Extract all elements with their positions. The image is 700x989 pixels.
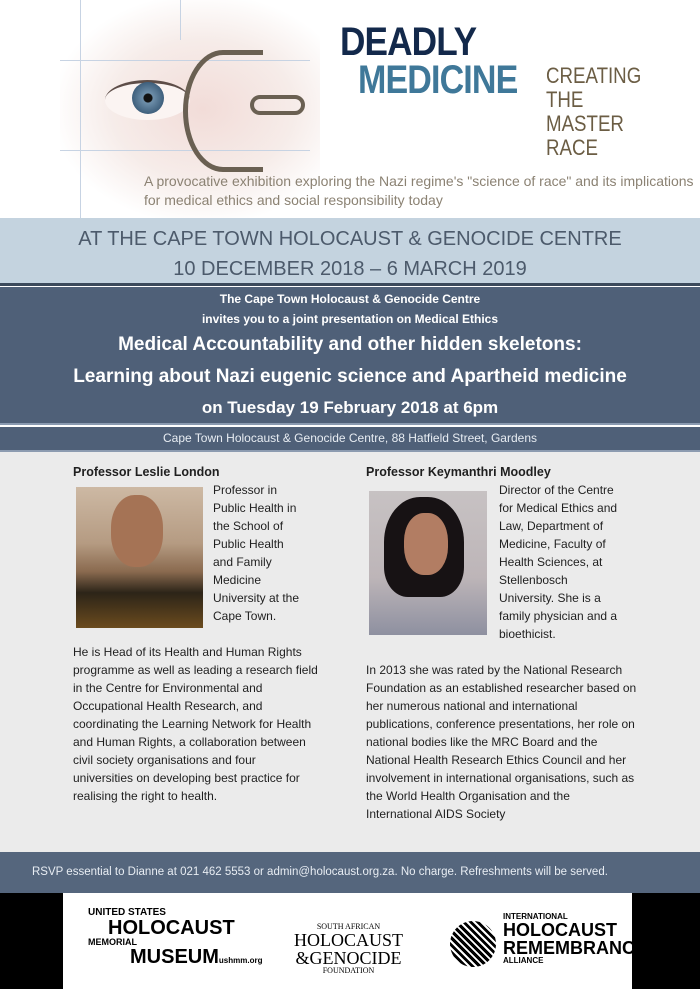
logo-text: SOUTH AFRICAN [316,922,381,931]
logo-text: FOUNDATION [322,966,375,975]
subtitle-line: MASTER [546,111,624,136]
bio-line: University at the [213,591,300,605]
speaker-2-bio-short [499,481,639,643]
caliper-hinge [250,95,305,115]
bio-line: the School of [213,519,284,533]
presentation-title-2: Learning about Nazi eugenic science and Apartheid medicine [73,366,627,387]
ihra-globe-icon [450,921,496,967]
invite-line: invites you to a joint presentation on Medical Ethics [201,312,499,326]
speaker-2-bio-long: In 2013 she was rated by the National Research Foundation as an established researcher based on her numerous national and international publications, conference presentations, her role on national bodies like the MRC Board and the National Health Research Ethics Council and her involvement in international organisations, such as the World Health Organisation and the International AIDS Society [366,663,637,821]
speaker-1-photo [76,487,203,628]
host-line: The Cape Town Holocaust & Genocide Centre [219,292,481,306]
logo-text: MEMORIAL [88,937,137,947]
logo-text: HOLOCAUST [108,917,235,939]
bio-line: Medicine, Faculty of [499,537,606,551]
bio-line: family physician and a [499,609,618,623]
venue-line: AT THE CAPE TOWN HOLOCAUST & GENOCIDE CENTRE [78,228,622,250]
title-subtitle [546,64,641,160]
subtitle-line: THE [546,87,584,112]
logos-panel [63,893,647,989]
presentation-date: on Tuesday 19 February 2018 at 6pm [201,398,499,417]
invitation-band [0,287,700,425]
title-deadly: DEADLY [340,20,477,64]
title-medicine: MEDICINE [358,58,518,102]
presentation-title-1: Medical Accountability and other hidden skeletons: [118,334,582,355]
rsvp-line: RSVP essential to Dianne at 021 462 5553 or admin@holocaust.org.za. No charge. Refreshments will be served. [0,852,700,893]
ihra-logo [503,913,647,965]
logo-text: INTERNATIONAL [503,912,568,921]
exhibition-dates: 10 DECEMBER 2018 – 6 MARCH 2019 [173,258,527,280]
bio-line: Director of the Centre [499,483,614,497]
bio-line: Cape Town. [213,609,277,623]
logo-text: &GENOCIDE [295,948,402,968]
bio-line: bioethicist. [499,627,556,641]
bio-line: Stellenbosch [499,573,568,587]
speaker-1-bio-short [213,481,313,625]
address-line: Cape Town Holocaust & Genocide Centre, 88 Hatfield Street, Gardens [0,427,700,452]
subtitle-line: RACE [546,135,598,160]
logo-text: REMEMBRANCE [503,938,647,958]
bio-line: for Medical Ethics and [499,501,618,515]
bio-line: Law, Department of [499,519,604,533]
bio-line: University. She is a [499,591,601,605]
bio-line: Public Health in [213,501,297,515]
bio-line: and Family [213,555,272,569]
speaker-2-photo [369,491,487,635]
logo-text: MUSEUM [130,946,219,968]
sahgf-logo [291,923,406,975]
iris-image [132,82,164,114]
bio-line: Professor in [213,483,278,497]
speaker-1-bio-long: He is Head of its Health and Human Rights programme as well as leading a research field in the Centre for Environmental and Occupational Health Research, and coordinating the Learning Network for Health and Human Rights, a collaboration between civil society organisations and four universities on developing best practice for realising the right to health. [73,645,318,803]
logo-text: HOLOCAUST [503,920,617,940]
logo-text: HOLOCAUST [293,930,403,950]
speaker-name: Professor Leslie London [73,465,220,479]
venue-band [0,218,700,286]
bio-line: Health Sciences, at [499,555,603,569]
logo-text: ALLIANCE [503,956,544,965]
bio-line: Public Health [213,537,284,551]
speaker-name: Professor Keymanthri Moodley [366,465,551,479]
logo-text: UNITED STATES [88,907,166,918]
ushmm-logo [88,908,262,967]
logo-text: ushmm.org [218,956,263,965]
bio-line: Medicine [213,573,262,587]
exhibition-description: A provocative exhibition exploring the Nazi regime's "science of race" and its implications for medical ethics and social responsibility today [144,173,694,208]
exhibition-header [0,0,700,218]
subtitle-line: CREATING [546,63,642,88]
partner-logos [0,893,700,989]
